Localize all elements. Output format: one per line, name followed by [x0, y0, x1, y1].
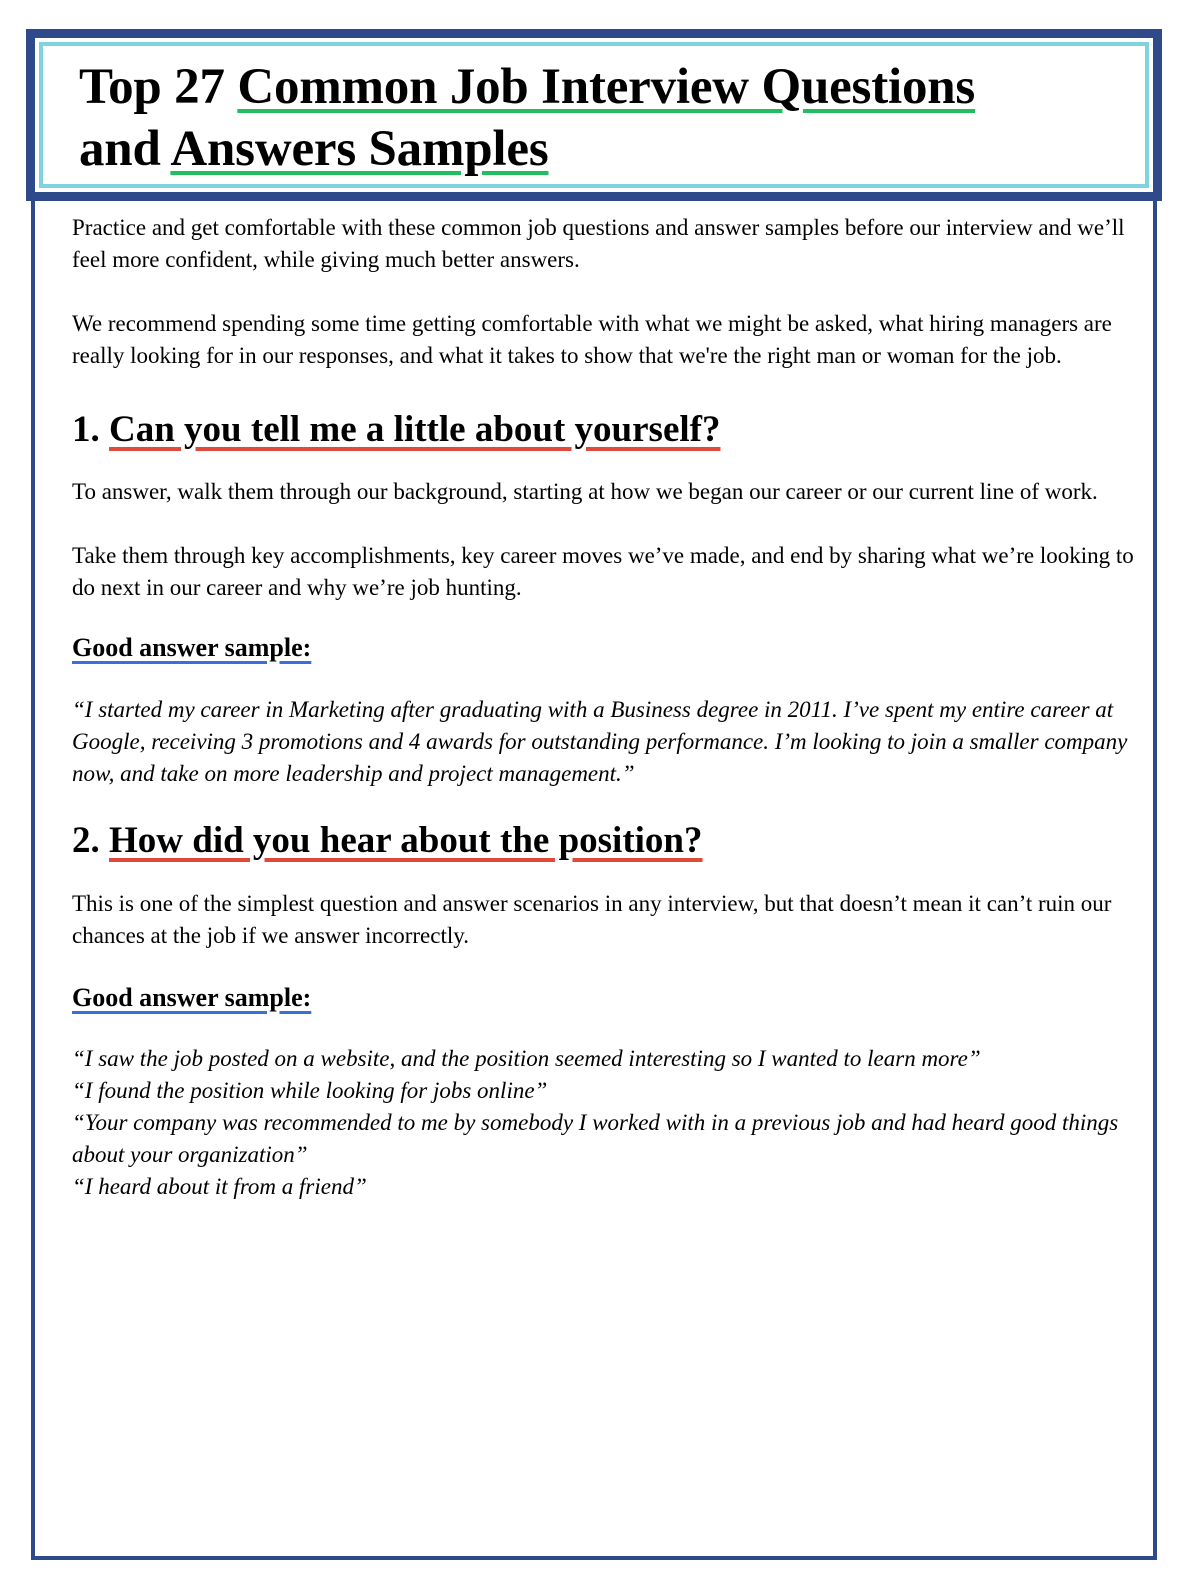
question-2-heading: [72, 818, 1147, 864]
title-prefix: Top 27: [79, 59, 238, 115]
title-line2-prefix: and: [79, 121, 171, 177]
question-2-sample-answer-3: “Your company was recommended to me by somebody I worked with in a previous job and had heard good things about your organization”: [72, 1110, 1119, 1167]
title-box: [26, 29, 1162, 201]
question-1-paragraph-2: Take them through key accomplishments, key career moves we’ve made, and end by sharing what we’re looking to do next in our career and why we’re job hunting.: [72, 543, 1134, 600]
question-2-sample-answer-4: “I heard about it from a friend”: [72, 1174, 367, 1199]
question-2-sample-heading: [72, 981, 1147, 1015]
question-1-sample-answer: “I started my career in Marketing after graduating with a Business degree in 2011. I’ve spent my entire career at Google, receiving 3 promotions and 4 awards for outstanding performance. I’m looking to join a smaller company now, and take on more leadership and project management.”: [72, 697, 1128, 786]
question-1-paragraph-1: To answer, walk them through our background, starting at how we began our career or our current line of work.: [72, 479, 1098, 504]
question-2-text: How did you hear about the position?: [109, 820, 703, 861]
question-1-text: Can you tell me a little about yourself?: [109, 409, 721, 450]
question-1-sample-heading: [72, 631, 1147, 665]
question-1-number: 1.: [72, 409, 109, 450]
intro-paragraph-1: Practice and get comfortable with these common job questions and answer samples before our interview and we’ll feel more confident, while giving much better answers.: [72, 215, 1125, 272]
title-line2-underlined: Answers Samples: [170, 121, 549, 177]
question-2-number: 2.: [72, 820, 109, 861]
question-2-paragraph-1: This is one of the simplest question and answer scenarios in any interview, but that doesn’t mean it can’t ruin our chances at the job if we answer incorrectly.: [72, 891, 1112, 948]
question-1-sample-heading-text: Good answer sample:: [72, 633, 312, 662]
title-line1-underlined: Common Job Interview Questions: [237, 59, 976, 115]
question-2-sample-heading-text: Good answer sample:: [72, 983, 312, 1012]
document-body: [72, 212, 1147, 1203]
intro-paragraph-2: We recommend spending some time getting comfortable with what we might be asked, what hiring managers are really looking for in our responses, and what it takes to show that we're the right man or woman for the job.: [72, 311, 1112, 368]
question-1-heading: [72, 407, 1147, 453]
page-title: [79, 56, 975, 180]
question-2-sample-answer-1: “I saw the job posted on a website, and the position seemed interesting so I wanted to learn more”: [72, 1046, 981, 1071]
question-2-sample-answer-2: “I found the position while looking for jobs online”: [72, 1078, 548, 1103]
